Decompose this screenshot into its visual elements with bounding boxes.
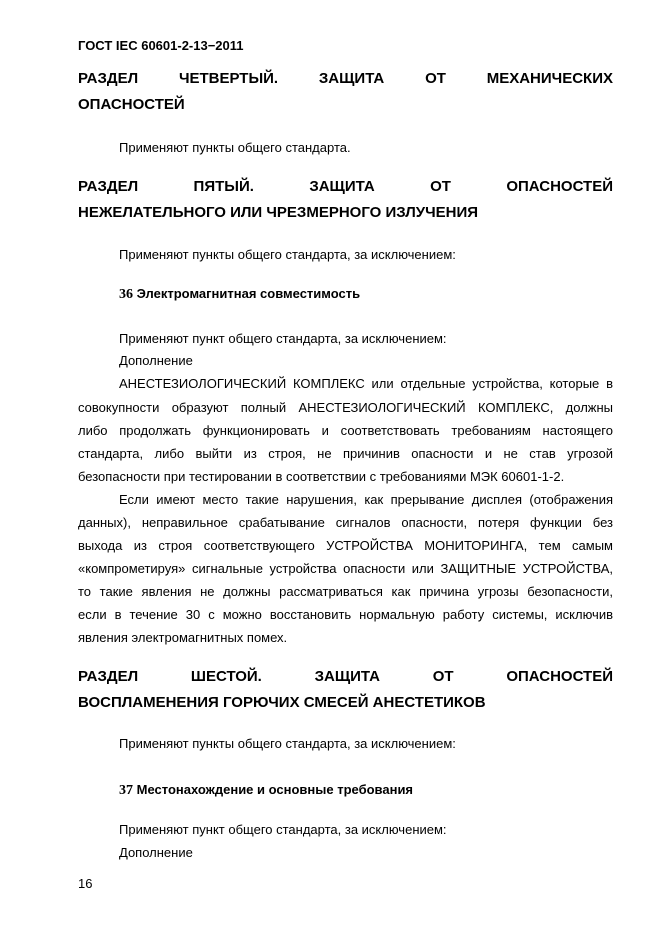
section-5-title-line-1: РАЗДЕЛ ПЯТЫЙ. ЗАЩИТА ОТ ОПАСНОСТЕЙ (78, 178, 613, 195)
clause-36-para1-line: либо продолжать функционировать и соответствовать требованиям настоящего (78, 423, 613, 438)
section-4-text: Применяют пункты общего стандарта. (119, 140, 351, 155)
clause-36-para2-line: то такие явления не должны рассматриваться как причина угрозы безопасности, (78, 584, 613, 599)
page-number: 16 (78, 876, 93, 891)
clause-36-para2-line: Если имеют место такие нарушения, как прерывание дисплея (отображения (119, 492, 613, 507)
section-4-title-line-1: РАЗДЕЛ ЧЕТВЕРТЫЙ. ЗАЩИТА ОТ МЕХАНИЧЕСКИХ (78, 70, 613, 87)
clause-36-para1-line: безопасности при тестировании в соответствии с требованиями МЭК 60601-1-2. (78, 469, 565, 484)
standard-header: ГОСТ IEC 60601-2-13−2011 (78, 38, 244, 53)
clause-36-para1-line: совокупности образуют полный АНЕСТЕЗИОЛОГИЧЕСКИЙ КОМПЛЕКС, должны (78, 400, 613, 415)
section-6-title-line-1: РАЗДЕЛ ШЕСТОЙ. ЗАЩИТА ОТ ОПАСНОСТЕЙ (78, 668, 613, 685)
clause-37-heading (119, 782, 413, 799)
clause-36-para1-line: АНЕСТЕЗИОЛОГИЧЕСКИЙ КОМПЛЕКС или отдельные устройства, которые в (119, 376, 613, 391)
section-6-title-line-2: ВОСПЛАМЕНЕНИЯ ГОРЮЧИХ СМЕСЕЙ АНЕСТЕТИКОВ (78, 694, 486, 711)
clause-37-title: Местонахождение и основные требования (136, 782, 414, 797)
clause-36-title: Электромагнитная совместимость (136, 286, 361, 301)
clause-37-number: 37 (119, 783, 133, 798)
clause-36-para2-line: выхода из строя соответствующего УСТРОЙСТВА МОНИТОРИНГА, тем самым (78, 538, 613, 553)
section-6-text: Применяют пункты общего стандарта, за исключением: (119, 736, 456, 751)
clause-36-para2-line: если в течение 30 с можно восстановить нормальную работу системы, исключив (78, 607, 613, 622)
clause-36-intro: Применяют пункт общего стандарта, за исключением: (119, 331, 447, 346)
clause-36-para2-line: «компрометируя» сигнальные устройства опасности или ЗАЩИТНЫЕ УСТРОЙСТВА, (78, 561, 613, 576)
clause-36-heading (119, 286, 360, 303)
section-4-title-line-2: ОПАСНОСТЕЙ (78, 96, 185, 113)
section-5-text: Применяют пункты общего стандарта, за исключением: (119, 247, 456, 262)
clause-36-number: 36 (119, 287, 133, 302)
section-5-title-line-2: НЕЖЕЛАТЕЛЬНОГО ИЛИ ЧРЕЗМЕРНОГО ИЗЛУЧЕНИЯ (78, 204, 479, 221)
clause-36-addition-label: Дополнение (119, 353, 193, 368)
clause-36-para1-line: стандарта, либо выйти из строя, не причинив опасности и не став угрозой (78, 446, 613, 461)
clause-37-addition-label: Дополнение (119, 845, 193, 860)
clause-36-para2-line: явления электромагнитных помех. (78, 630, 288, 645)
clause-36-para2-line: данных), неправильное срабатывание сигналов опасности, потеря функции без (78, 515, 613, 530)
clause-37-intro: Применяют пункт общего стандарта, за исключением: (119, 822, 447, 837)
